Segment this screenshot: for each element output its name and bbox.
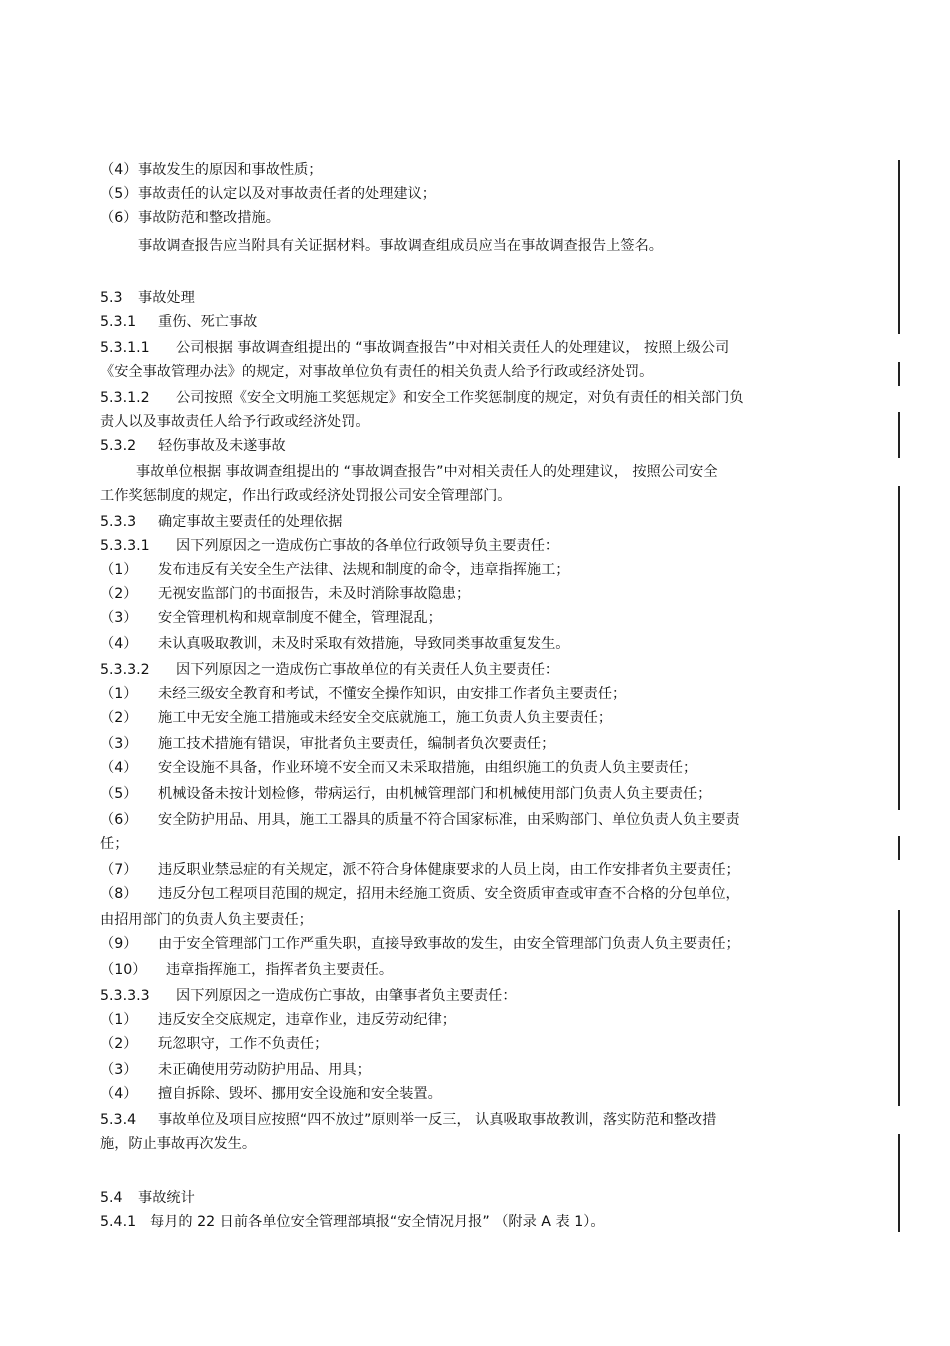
text-line: 事故发生的原因和事故性质； (138, 162, 323, 178)
text-line: 违反安全交底规定，违章作业，违反劳动纪律； (158, 1012, 456, 1028)
margin-bar (898, 160, 900, 334)
item-number: 5.3.2 (100, 438, 137, 454)
item-number: 5.4 (100, 1190, 123, 1206)
text-line: 施工技术措施有错误，审批者负主要责任，编制者负次要责任； (158, 736, 556, 752)
margin-bar (898, 362, 900, 386)
text-line: 擅自拆除、毁坏、挪用安全设施和安全装置。 (158, 1086, 442, 1102)
item-number: 5.3.1.2 (100, 390, 150, 406)
text-line: 任； (100, 836, 129, 852)
text-line: 《安全事故管理办法》的规定，对事故单位负有责任的相关负责人给予行政或经济处罚。 (100, 364, 654, 380)
text-line: 确定事故主要责任的处理依据 (158, 514, 343, 530)
item-number: （2） (100, 586, 138, 602)
text-line: 违反职业禁忌症的有关规定，派不符合身体健康要求的人员上岗，由工作安排者负主要责任； (158, 862, 740, 878)
margin-bar (898, 910, 900, 1106)
text-line: 未正确使用劳动防护用品、用具； (158, 1062, 371, 1078)
text-line: 轻伤事故及未遂事故 (158, 438, 286, 454)
text-line: 每月的 22 日前各单位安全管理部填报“安全情况月报” （附录 A 表 1）。 (150, 1214, 605, 1230)
text-line: 工作奖惩制度的规定，作出行政或经济处罚报公司安全管理部门。 (100, 488, 512, 504)
text-line: 因下列原因之一造成伤亡事故的各单位行政领导负主要责任： (176, 538, 560, 554)
item-number: （2） (100, 1036, 138, 1052)
item-number: （6） (100, 210, 138, 226)
item-number: （4） (100, 1086, 138, 1102)
item-number: （10） (100, 962, 147, 978)
text-line: 事故防范和整改措施。 (138, 210, 280, 226)
text-line: 违章指挥施工，指挥者负主要责任。 (166, 962, 394, 978)
item-number: （4） (100, 636, 138, 652)
item-number: （6） (100, 812, 138, 828)
item-number: （4） (100, 162, 138, 178)
item-number: 5.3 (100, 290, 123, 306)
text-line: 事故单位及项目应按照“四不放过”原则举一反三， 认真吸取事故教训，落实防范和整改措 (158, 1112, 717, 1128)
item-number: 5.3.1.1 (100, 340, 150, 356)
item-number: （1） (100, 1012, 138, 1028)
text-line: 事故统计 (138, 1190, 195, 1206)
item-number: （1） (100, 562, 138, 578)
text-line: 违反分包工程项目范围的规定，招用未经施工资质、安全资质审查或审查不合格的分包单位， (158, 886, 740, 902)
item-number: （3） (100, 1062, 138, 1078)
item-number: （9） (100, 936, 138, 952)
item-number: （2） (100, 710, 138, 726)
margin-bar (898, 486, 900, 810)
margin-bar (898, 836, 900, 860)
item-number: 5.3.3 (100, 514, 137, 530)
text-line: 因下列原因之一造成伤亡事故单位的有关责任人负主要责任： (176, 662, 560, 678)
item-number: 5.3.4 (100, 1112, 137, 1128)
item-number: 5.3.3.1 (100, 538, 150, 554)
text-line: 责人以及事故责任人给予行政或经济处罚。 (100, 414, 370, 430)
item-number: （3） (100, 610, 138, 626)
text-line: 公司按照《安全文明施工奖惩规定》和安全工作奖惩制度的规定，对负有责任的相关部门负 (176, 390, 744, 406)
text-line: 由于安全管理部门工作严重失职，直接导致事故的发生，由安全管理部门负责人负主要责任； (158, 936, 740, 952)
text-line: 因下列原因之一造成伤亡事故，由肇事者负主要责任： (176, 988, 517, 1004)
text-line: 玩忽职守，工作不负责任； (158, 1036, 329, 1052)
text-line: 事故调查报告应当附具有关证据材料。事故调查组成员应当在事故调查报告上签名。 (138, 238, 663, 254)
item-number: （7） (100, 862, 138, 878)
text-line: 公司根据 事故调查组提出的 “事故调查报告”中对相关责任人的处理建议， 按照上级公司 (176, 340, 730, 356)
text-line: 由招用部门的负责人负主要责任； (100, 912, 313, 928)
item-number: （5） (100, 786, 138, 802)
item-number: 5.4.1 (100, 1214, 137, 1230)
text-line: 安全管理机构和规章制度不健全，管理混乱； (158, 610, 442, 626)
text-line: 施，防止事故再次发生。 (100, 1136, 257, 1152)
item-number: 5.3.3.3 (100, 988, 150, 1004)
text-line: 施工中无安全施工措施或未经安全交底就施工，施工负责人负主要责任； (158, 710, 613, 726)
text-line: 重伤、死亡事故 (158, 314, 258, 330)
text-line: 发布违反有关安全生产法律、法规和制度的命令，违章指挥施工； (158, 562, 570, 578)
text-line: 无视安监部门的书面报告，未及时消除事故隐患； (158, 586, 471, 602)
margin-bar (898, 1134, 900, 1232)
text-line: 机械设备未按计划检修，带病运行，由机械管理部门和机械使用部门负责人负主要责任； (158, 786, 712, 802)
text-line: 事故处理 (138, 290, 195, 306)
item-number: 5.3.3.2 (100, 662, 150, 678)
text-line: 未认真吸取教训，未及时采取有效措施，导致同类事故重复发生。 (158, 636, 570, 652)
text-line: 事故责任的认定以及对事故责任者的处理建议； (138, 186, 436, 202)
text-line: 安全设施不具备，作业环境不安全而又未采取措施，由组织施工的负责人负主要责任； (158, 760, 698, 776)
item-number: （1） (100, 686, 138, 702)
item-number: 5.3.1 (100, 314, 137, 330)
text-line: 未经三级安全教育和考试，不懂安全操作知识，由安排工作者负主要责任； (158, 686, 627, 702)
item-number: （8） (100, 886, 138, 902)
text-line: 事故单位根据 事故调查组提出的 “事故调查报告”中对相关责任人的处理建议， 按照公司安全 (136, 464, 718, 480)
item-number: （5） (100, 186, 138, 202)
item-number: （4） (100, 760, 138, 776)
text-line: 安全防护用品、用具，施工工器具的质量不符合国家标准，由采购部门、单位负责人负主要责 (158, 812, 740, 828)
item-number: （3） (100, 736, 138, 752)
margin-bar (898, 412, 900, 458)
